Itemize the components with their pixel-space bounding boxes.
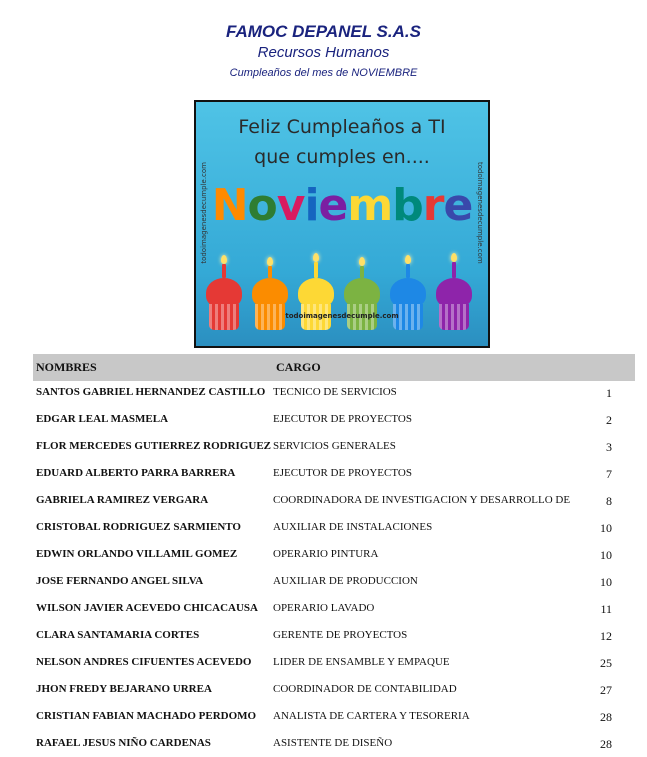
employee-role: EJECUTOR DE PROYECTOS	[273, 467, 412, 479]
candle-icon	[406, 264, 410, 278]
candle-flame-icon	[359, 257, 365, 266]
birthday-day: 10	[600, 548, 612, 562]
month-letter: r	[422, 180, 444, 231]
employee-role: ANALISTA DE CARTERA Y TESORERIA	[273, 710, 470, 722]
table-row	[0, 386, 647, 406]
employee-name: JOSE FERNANDO ANGEL SILVA	[36, 575, 204, 587]
employee-name: CRISTIAN FABIAN MACHADO PERDOMO	[36, 710, 257, 722]
employee-role: LIDER DE ENSAMBLE Y EMPAQUE	[273, 656, 450, 668]
month-letter: e	[318, 180, 348, 231]
month-letter: m	[347, 180, 393, 231]
employee-name: CLARA SANTAMARIA CORTES	[36, 629, 200, 641]
table-row	[0, 656, 647, 676]
employee-role: COORDINADOR DE CONTABILIDAD	[273, 683, 457, 695]
employee-name: CRISTOBAL RODRIGUEZ SARMIENTO	[36, 521, 241, 533]
candle-flame-icon	[267, 257, 273, 266]
employee-role: TECNICO DE SERVICIOS	[273, 386, 397, 398]
employee-role: EJECUTOR DE PROYECTOS	[273, 413, 412, 425]
employee-role: OPERARIO PINTURA	[273, 548, 379, 560]
employee-name: GABRIELA RAMIREZ VERGARA	[36, 494, 209, 506]
employee-role: GERENTE DE PROYECTOS	[273, 629, 408, 641]
employee-role: ASISTENTE DE DISEÑO	[273, 737, 393, 749]
employee-name: FLOR MERCEDES GUTIERREZ RODRIGUEZ	[36, 440, 272, 452]
employee-role: COORDINADORA DE INVESTIGACION Y DESARROLLO DE	[273, 494, 571, 506]
table-row	[0, 737, 647, 757]
company-title: FAMOC DEPANEL S.A.S	[226, 22, 421, 41]
banner-website: todoimagenesdecumple.com	[285, 312, 399, 320]
employee-name: EDGAR LEAL MASMELA	[36, 413, 169, 425]
birthday-banner-image	[194, 100, 490, 348]
birthday-day: 8	[606, 494, 612, 508]
month-letter: b	[392, 180, 423, 231]
table-row	[0, 683, 647, 703]
birthday-day: 27	[600, 683, 612, 697]
candle-icon	[452, 262, 456, 278]
employee-name: RAFAEL JESUS NIÑO CARDENAS	[36, 737, 211, 749]
banner-month-word	[196, 180, 488, 231]
birthday-day: 2	[606, 413, 612, 427]
employee-name: WILSON JAVIER ACEVEDO CHICACAUSA	[36, 602, 258, 614]
candle-icon	[360, 266, 364, 278]
month-letter: v	[276, 180, 305, 231]
employee-name: EDWIN ORLANDO VILLAMIL GOMEZ	[36, 548, 238, 560]
employee-role: AUXILIAR DE PRODUCCION	[273, 575, 418, 587]
birthday-day: 10	[600, 575, 612, 589]
birthday-day: 7	[606, 467, 612, 481]
table-row	[0, 440, 647, 460]
employee-role: AUXILIAR DE INSTALACIONES	[273, 521, 433, 533]
birthday-day: 28	[600, 710, 612, 724]
table-row	[0, 467, 647, 487]
employee-name: EDUARD ALBERTO PARRA BARRERA	[36, 467, 236, 479]
candle-flame-icon	[313, 253, 319, 262]
candle-icon	[314, 262, 318, 278]
column-header-name: NOMBRES	[36, 360, 97, 374]
month-letter: i	[304, 180, 319, 231]
table-row	[0, 494, 647, 514]
column-header-role: CARGO	[276, 360, 321, 374]
table-row	[0, 629, 647, 649]
table-row	[0, 521, 647, 541]
banner-watermark-left: todoimagenesdecumple.com	[200, 162, 208, 264]
candle-flame-icon	[405, 255, 411, 264]
birthday-day: 11	[600, 602, 612, 616]
candle-flame-icon	[451, 253, 457, 262]
table-row	[0, 548, 647, 568]
candle-icon	[222, 264, 226, 278]
month-subtitle: Cumpleaños del mes de NOVIEMBRE	[229, 67, 418, 79]
month-letter: N	[211, 180, 248, 231]
candle-icon	[268, 266, 272, 278]
employee-role: OPERARIO LAVADO	[273, 602, 375, 614]
month-letter: o	[247, 180, 277, 231]
banner-watermark-right: todoimagenesdecumple.com	[476, 162, 484, 264]
table-row	[0, 710, 647, 730]
birthday-day: 3	[606, 440, 612, 454]
birthday-day: 12	[600, 629, 612, 643]
candle-flame-icon	[221, 255, 227, 264]
table-header-bar	[33, 354, 635, 381]
birthday-day: 28	[600, 737, 612, 751]
banner-greeting: Feliz Cumpleaños a TI	[238, 116, 446, 138]
department-title: Recursos Humanos	[257, 44, 390, 61]
table-row	[0, 602, 647, 622]
employee-name: JHON FREDY BEJARANO URREA	[36, 683, 212, 695]
month-letter: e	[443, 180, 473, 231]
birthday-day: 1	[606, 386, 612, 400]
employee-role: SERVICIOS GENERALES	[273, 440, 396, 452]
table-row	[0, 575, 647, 595]
birthday-day: 25	[600, 656, 612, 670]
birthday-day: 10	[600, 521, 612, 535]
banner-greeting-2: que cumples en....	[254, 146, 430, 168]
employee-name: SANTOS GABRIEL HERNANDEZ CASTILLO	[36, 386, 266, 398]
employee-name: NELSON ANDRES CIFUENTES ACEVEDO	[36, 656, 252, 668]
table-row	[0, 413, 647, 433]
